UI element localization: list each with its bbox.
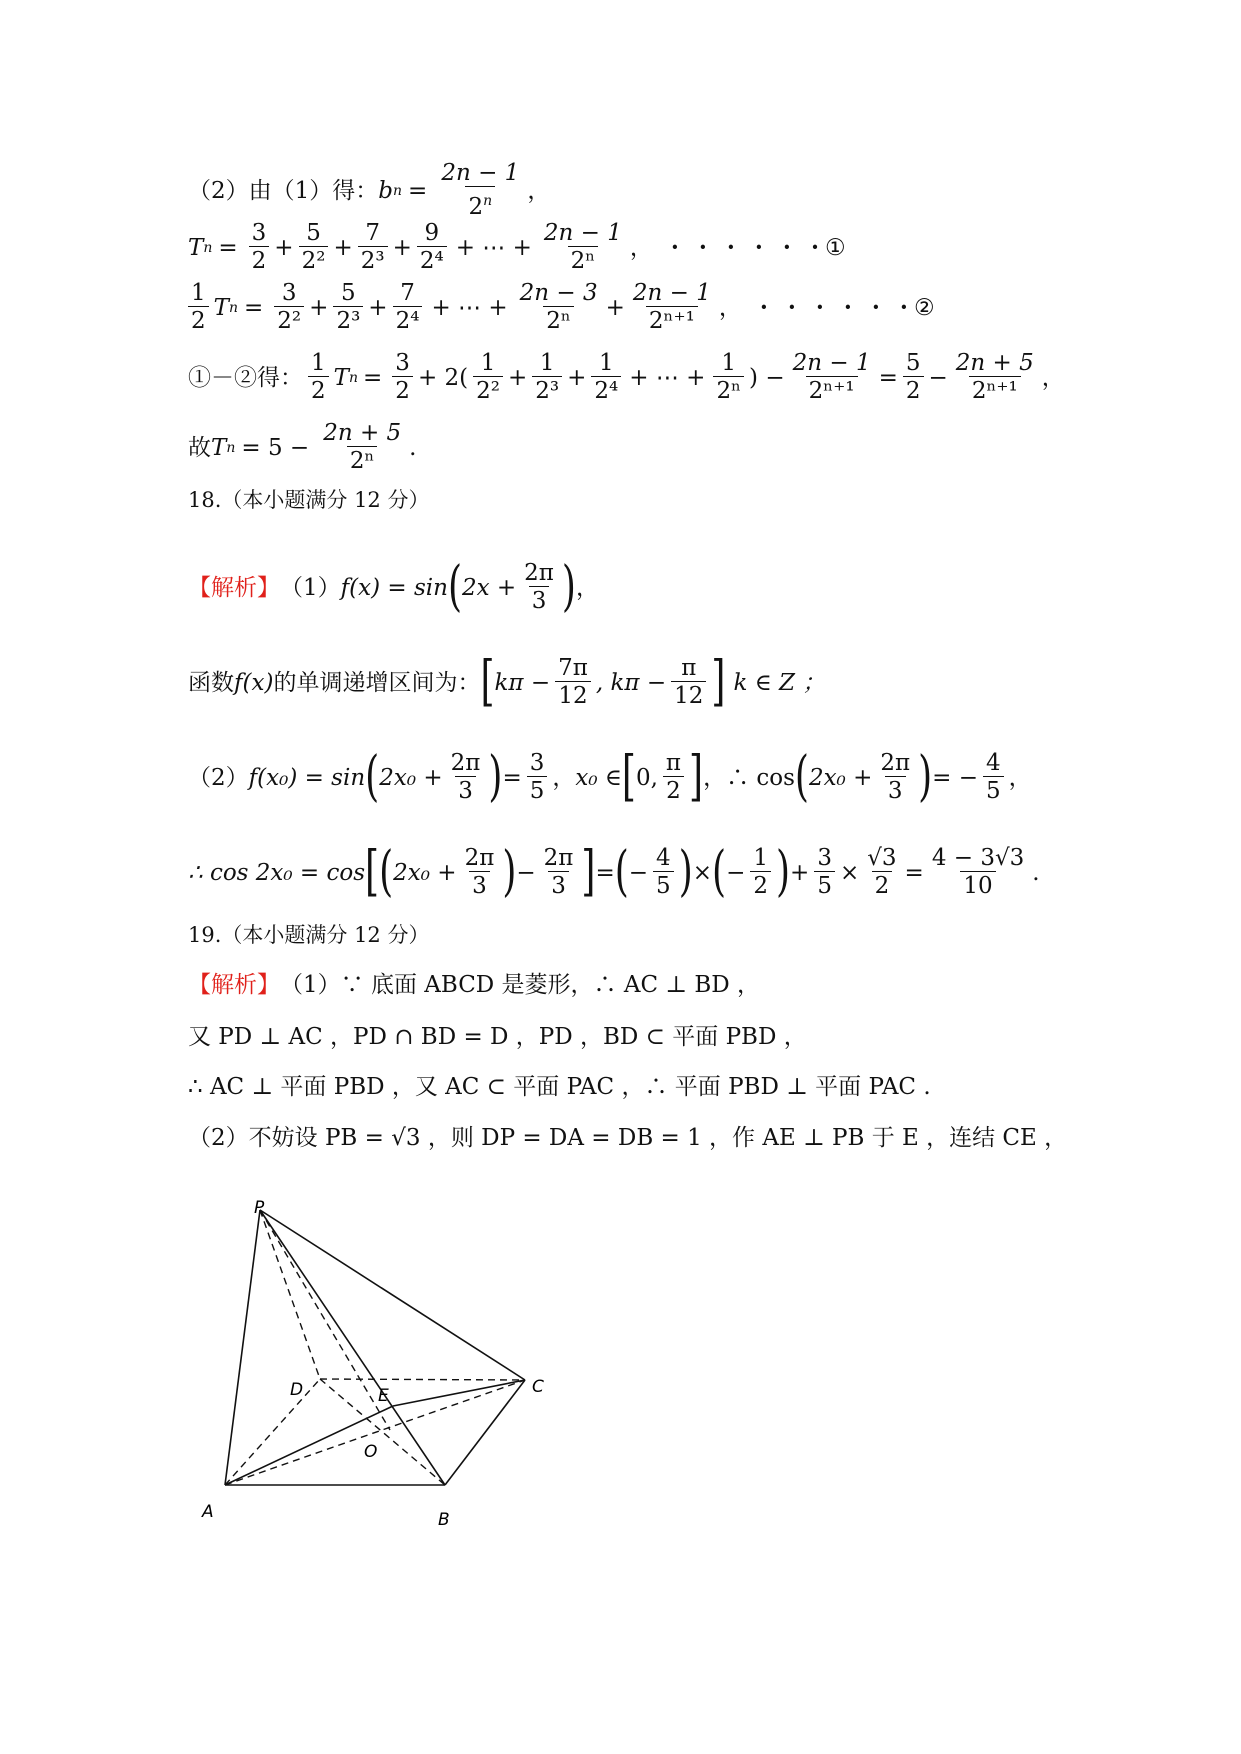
numerator: 5	[905, 350, 921, 376]
text: kπ −	[494, 669, 551, 696]
text: ①－②得：	[188, 364, 303, 391]
fraction	[527, 750, 548, 805]
numerator: 2π	[464, 845, 495, 871]
edge-PO	[260, 1210, 390, 1430]
subscript: n	[348, 369, 359, 386]
bracket: ]	[711, 651, 726, 713]
label-O: O	[364, 1442, 378, 1462]
numerator: π	[681, 655, 697, 681]
denominator: 5	[983, 776, 1004, 805]
punct: ，	[575, 574, 599, 601]
edge-DC	[320, 1379, 525, 1380]
denominator: 3	[469, 871, 490, 900]
edge-PA	[225, 1210, 260, 1485]
equals: = −	[932, 764, 979, 791]
eq-tn-2: $\frac{1}{2}$ T n = $\frac{3}{\text{2²}}$ + $\frac{5}{\text{2³}}$ + $\frac{7}{\text{2⁴}}$ + ⋯ + $\frac{2n - 3}{\text{2ⁿ}}$ + $\frac{2n - 1}{\text{2ⁿ⁺¹}}$ ， · · · · · · ②	[188, 280, 935, 335]
text: 函数	[188, 669, 234, 696]
paren: (	[712, 841, 727, 903]
text: k ∈ Z ；	[733, 669, 826, 696]
numerator: 5	[341, 280, 356, 306]
dot-leader: · · · · · ·	[759, 293, 914, 321]
text: （2）由（1）得：	[188, 177, 379, 204]
eq-result	[188, 420, 416, 475]
numerator: 1	[311, 350, 326, 376]
fraction	[448, 750, 484, 805]
var-T: T	[211, 434, 227, 461]
paren: (	[379, 841, 394, 903]
denominator: 5	[653, 871, 674, 900]
fraction	[274, 280, 304, 335]
paren: )	[502, 841, 517, 903]
label-C: C	[532, 1377, 544, 1397]
ellipsis: + ⋯ +	[629, 364, 706, 391]
subscript: n	[393, 182, 403, 199]
fraction	[462, 845, 498, 900]
label-B: B	[438, 1510, 450, 1530]
denominator: 3	[529, 586, 550, 615]
denominator: 2²	[299, 246, 329, 275]
subscript: n	[226, 439, 236, 456]
denominator: 2	[750, 871, 771, 900]
denominator: 2ⁿ	[713, 376, 744, 405]
numerator: 3	[281, 280, 297, 306]
punct: ，	[629, 234, 653, 261]
label-E: E	[378, 1386, 389, 1406]
pyramid-diagram	[180, 1195, 560, 1535]
fraction	[333, 280, 363, 335]
denominator: 2³	[532, 376, 562, 405]
text: 故	[188, 434, 211, 461]
var-T: T	[333, 364, 349, 391]
edge-PC	[260, 1210, 525, 1380]
punct: ，	[552, 764, 576, 791]
fraction	[320, 420, 404, 475]
plus: +	[790, 859, 810, 886]
fraction	[864, 845, 899, 900]
fraction	[299, 220, 329, 275]
equals: = 5 −	[241, 434, 310, 461]
fraction	[671, 655, 706, 710]
text: （2）	[188, 764, 249, 791]
var-b: b	[378, 177, 394, 204]
fraction	[521, 560, 557, 615]
denominator: 2ⁿ	[568, 246, 599, 275]
denominator: 2⁴	[417, 246, 447, 275]
numerator: 9	[424, 220, 440, 246]
numerator: 2n − 1	[441, 160, 520, 186]
paren: (	[614, 841, 629, 903]
text: + 2(	[417, 364, 469, 391]
punct: .	[409, 434, 417, 461]
fraction	[308, 350, 329, 405]
numerator: 1	[753, 845, 768, 871]
function: f(x₀) = sin	[248, 764, 366, 791]
denominator: 2	[468, 194, 484, 220]
numerator: 7	[365, 220, 380, 246]
proof-line-3: ∴ AC ⊥ 平面 PBD ，又 AC ⊂ 平面 PAC ，∴ 平面 PBD ⊥ 平面 PAC .	[188, 1074, 931, 1100]
text: ) −	[749, 364, 785, 391]
edge-BC	[445, 1380, 525, 1485]
eq-18-interval	[188, 651, 826, 713]
numerator: 2n − 1	[632, 280, 711, 306]
ellipsis: + ⋯ +	[431, 294, 508, 321]
equals: =	[878, 364, 898, 391]
denominator: 12	[671, 681, 706, 710]
denominator: 2²	[473, 376, 503, 405]
punct: ，	[1008, 764, 1032, 791]
numerator: 5	[306, 220, 321, 246]
edge-AC	[225, 1380, 525, 1485]
fraction	[713, 350, 744, 405]
proof-line-2: 又 PD ⊥ AC ，PD ∩ BD = D ，PD ，BD ⊂ 平面 PBD ，	[188, 1024, 807, 1050]
denominator: 3	[455, 776, 476, 805]
numerator: 7	[400, 280, 415, 306]
numerator: 2π	[880, 750, 911, 776]
fraction	[877, 750, 913, 805]
paren: )	[775, 841, 791, 903]
fraction	[814, 845, 835, 900]
equals: =	[502, 764, 522, 791]
bracket: [	[365, 841, 380, 903]
bracket: [	[621, 746, 636, 808]
text: x₀ ∈	[575, 764, 622, 791]
numerator: 2π	[450, 750, 481, 776]
eq-18-1	[188, 556, 599, 618]
numerator: 3	[395, 350, 410, 376]
paren: )	[561, 556, 576, 618]
text: 2x₀ +	[379, 764, 443, 791]
proof-line-4: （2）不妨设 PB = √3 ，则 DP = DA = DB = 1 ，作 AE ⊥ PB 于 E ，连结 CE ，	[188, 1125, 1068, 1151]
denominator: 2	[392, 376, 413, 405]
denominator: 2	[188, 306, 209, 335]
text: , kπ −	[595, 669, 667, 696]
equals: =	[904, 859, 924, 886]
bracket: [	[480, 651, 495, 713]
fraction	[473, 350, 503, 405]
denominator: 3	[885, 776, 906, 805]
denominator: 10	[960, 871, 995, 900]
punct: ，	[1041, 364, 1065, 391]
denominator: 3	[548, 871, 569, 900]
superscript: n	[483, 193, 493, 209]
paren: (	[365, 746, 380, 808]
fraction	[393, 280, 423, 335]
label-A: A	[202, 1502, 214, 1522]
fraction	[630, 280, 714, 335]
fraction	[249, 220, 270, 275]
denominator: 2⁴	[393, 306, 423, 335]
numerator: 3	[817, 845, 832, 871]
denominator: 5	[527, 776, 548, 805]
text: （1）∵ 底面 ABCD 是菱形，∴ AC ⊥ BD ，	[280, 972, 760, 998]
minus: −	[928, 364, 948, 391]
fraction	[953, 350, 1037, 405]
numerator: 1	[191, 280, 206, 306]
function: f(x)	[234, 669, 274, 696]
denominator: 5	[814, 871, 835, 900]
fraction	[555, 655, 591, 710]
numerator: 4	[986, 750, 1001, 776]
fraction	[417, 220, 447, 275]
times: ×	[839, 859, 860, 886]
analysis-tag: 【解析】	[188, 972, 280, 998]
fraction	[790, 350, 874, 405]
fraction	[663, 750, 684, 805]
numerator: 2n + 5	[323, 420, 402, 446]
numerator: 4	[656, 845, 671, 871]
fraction	[438, 160, 522, 221]
text: ，∴ cos	[703, 764, 795, 791]
analysis-tag: 【解析】	[188, 574, 280, 601]
equals: =	[218, 234, 238, 261]
fraction	[903, 350, 924, 405]
var-T: T	[188, 234, 204, 261]
fraction	[591, 350, 621, 405]
denominator: 2²	[274, 306, 304, 335]
denominator: 2	[663, 776, 684, 805]
equation-number: ②	[913, 294, 935, 321]
minus: −	[516, 859, 536, 886]
edge-PD	[260, 1210, 320, 1379]
equals: =	[408, 177, 428, 204]
denominator: 2	[903, 376, 924, 405]
equals: =	[363, 364, 383, 391]
eq-18-cos: ∴ cos 2x₀ = cos [ ( 2x₀ + $\frac{2\pi}{3}$ ) − $\frac{2\pi}{3}$ ] = ( − $\frac{4}{5}$ ) × ( − $\frac{1}{2}$ ) + $\frac{3}{5}$ × $\frac{√3}{2}$ = $\frac{4 - 3√3}{10}$ .	[188, 841, 1040, 903]
function: f(x) = sin	[340, 574, 448, 601]
denominator: 2³	[333, 306, 363, 335]
eq-subtract: ①－②得： $\frac{1}{2}$ T n = $\frac{3}{2}$ + 2( $\frac{1}{\text{2²}}$ + $\frac{1}{\text{2³}}$ + $\frac{1}{\text{2⁴}}$ + ⋯ + $\frac{1}{\text{2ⁿ}}$ ) − $\frac{2n - 1}{\text{2ⁿ⁺¹}}$ = $\frac{5}{2}$ − $\frac{2n + 5}{\text{2ⁿ⁺¹}}$ ，	[188, 350, 1065, 404]
bracket: ]	[581, 841, 596, 903]
problem-19-heading: 19.（本小题满分 12 分）	[188, 923, 430, 947]
punct: .	[1032, 859, 1040, 886]
numerator: 1	[599, 350, 614, 376]
var-T: T	[213, 294, 229, 321]
eq-bn	[188, 160, 550, 221]
numerator: 3	[529, 750, 545, 776]
fraction	[929, 845, 1027, 900]
label-D: D	[290, 1380, 304, 1400]
eq-18-2	[188, 746, 1032, 808]
numerator: 1	[480, 350, 496, 376]
dot-leader: · · · · · ·	[670, 233, 825, 261]
equation-number: ①	[824, 234, 846, 261]
denominator: 2⁴	[591, 376, 621, 405]
punct: ，	[527, 177, 551, 204]
text: 2x₀ +	[808, 764, 873, 791]
fraction	[188, 280, 209, 335]
problem-18-heading: 18.（本小题满分 12 分）	[188, 488, 430, 512]
times: ×	[692, 859, 713, 886]
fraction	[983, 750, 1004, 805]
fraction	[517, 280, 601, 335]
label-P: P	[254, 1198, 265, 1218]
numerator: 7π	[558, 655, 588, 681]
proof-line-1	[188, 970, 760, 1000]
paren: )	[488, 746, 503, 808]
text: ∴ cos 2x₀ = cos	[188, 859, 366, 886]
fraction	[532, 350, 562, 405]
fraction	[750, 845, 771, 900]
eq-tn-1: T n = $\frac{3}{2}$ + $\frac{5}{\text{2²}}$ + $\frac{7}{\text{2³}}$ + $\frac{9}{\text{2⁴}}$ + ⋯ + $\frac{2n - 1}{\text{2ⁿ}}$ ， · · · · · · ①	[188, 220, 846, 274]
denominator: 2³	[358, 246, 388, 275]
fraction	[541, 845, 577, 900]
text: （1）	[280, 574, 341, 601]
punct: ，	[718, 294, 742, 321]
fraction	[653, 845, 674, 900]
numerator: 3	[251, 220, 267, 246]
text: 2x₀ +	[393, 859, 457, 886]
numerator: 2n − 3	[519, 280, 598, 306]
equals: =	[244, 294, 264, 321]
numerator: 2n − 1	[792, 350, 871, 376]
paren: )	[918, 746, 933, 808]
denominator: 2ⁿ⁺¹	[969, 376, 1021, 405]
denominator: 2	[249, 246, 270, 275]
equals: =	[595, 859, 615, 886]
denominator: 2ⁿ	[543, 306, 574, 335]
edge-EC	[393, 1380, 525, 1406]
denominator: 2	[308, 376, 329, 405]
subscript: n	[203, 239, 213, 256]
denominator: 12	[555, 681, 590, 710]
numerator: 4 − 3√3	[931, 845, 1025, 871]
denominator: 2ⁿ⁺¹	[806, 376, 858, 405]
denominator: 2	[872, 871, 893, 900]
text: 2x +	[461, 574, 517, 601]
ellipsis: + ⋯ +	[455, 234, 532, 261]
text: 0,	[635, 764, 658, 791]
numerator: 2π	[543, 845, 574, 871]
numerator: 1	[539, 350, 555, 376]
fraction	[358, 220, 388, 275]
denominator: 2ⁿ	[347, 446, 378, 475]
paren: (	[447, 556, 462, 618]
numerator: 1	[721, 350, 737, 376]
paren: (	[794, 746, 809, 808]
fraction	[392, 350, 413, 405]
numerator: 2n + 5	[955, 350, 1034, 376]
text: 的单调递增区间为：	[273, 669, 481, 696]
denominator: 2ⁿ⁺¹	[646, 306, 698, 335]
subscript: n	[228, 299, 239, 316]
numerator: 2n − 1	[543, 220, 622, 246]
numerator: √3	[867, 845, 897, 871]
numerator: π	[665, 750, 682, 776]
paren: )	[678, 841, 693, 903]
bracket: ]	[689, 746, 704, 808]
edge-PB	[260, 1210, 445, 1485]
fraction	[541, 220, 625, 275]
numerator: 2π	[524, 560, 554, 586]
